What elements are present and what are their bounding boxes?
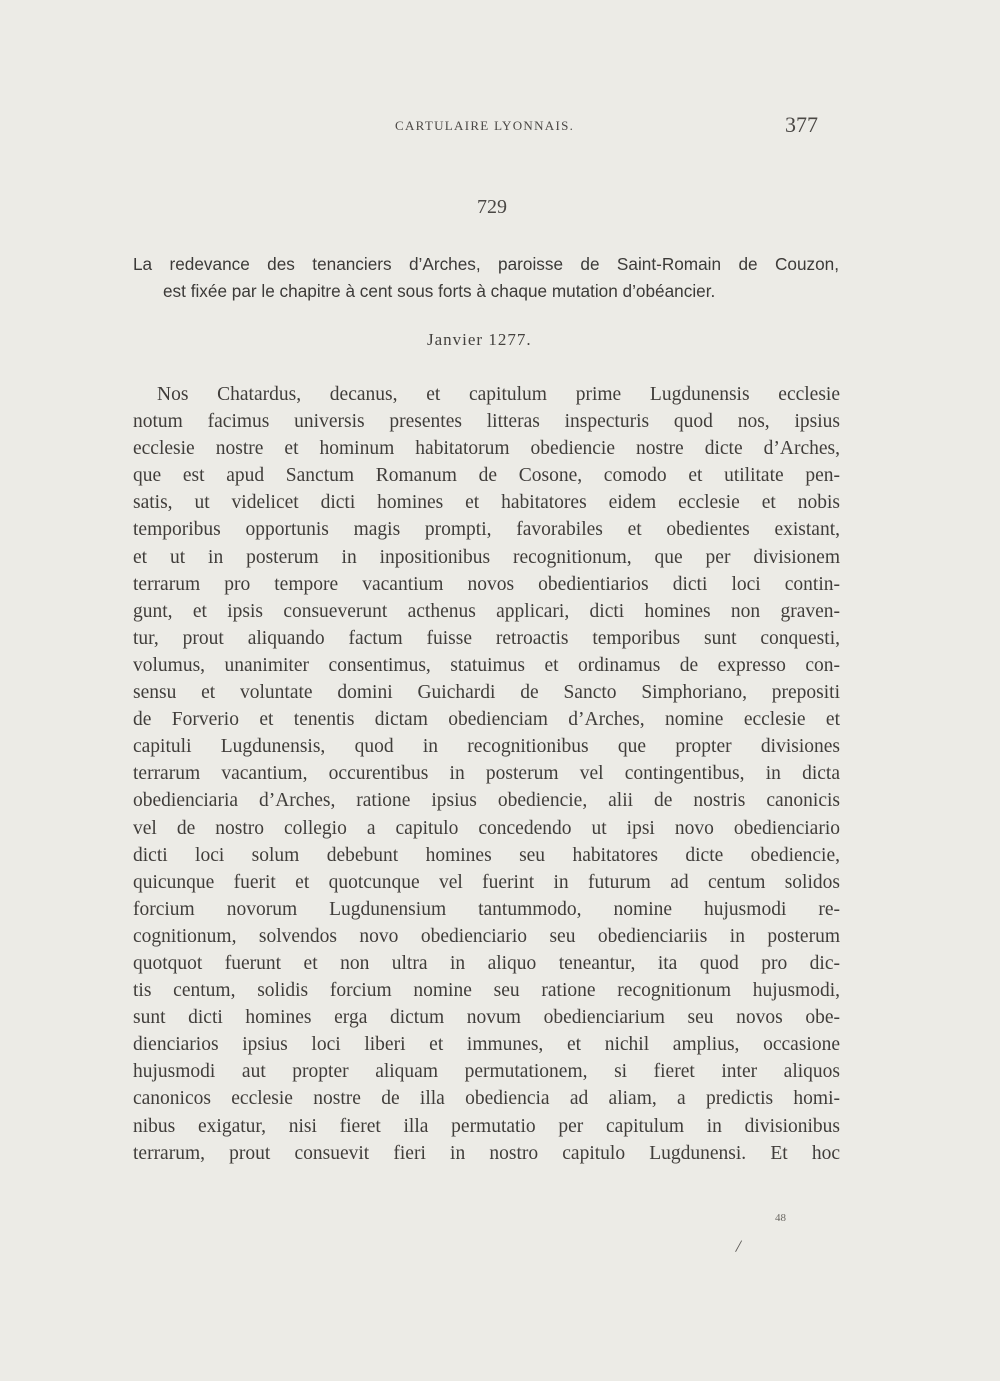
body-line: notum facimus universis presentes litteras inspecturis quod nos, ipsius <box>133 411 840 433</box>
document-date: Janvier 1277. <box>427 330 532 349</box>
body-line: terrarum vacantium, occurentibus in posterum vel contingentibus, in dicta <box>133 763 840 785</box>
body-line: satis, ut videlicet dicti homines et habitatores eidem ecclesie et nobis <box>133 492 840 514</box>
body-line: Nos Chatardus, decanus, et capitulum prime Lugdunensis ecclesie <box>157 384 840 405</box>
summary-line: est fixée par le chapitre à cent sous forts à chaque mutation d’obéancier. <box>163 281 716 301</box>
document-number: 729 <box>477 196 507 218</box>
body-line: obedienciaria d’Arches, ratione ipsius obediencie, alii de nostris canonicis <box>133 790 840 812</box>
summary-line: La redevance des tenanciers d’Arches, paroisse de Saint-Romain de Couzon, <box>133 254 839 274</box>
body-line: et ut in posterum in inpositionibus recognitionum, que per divisionem <box>133 546 840 568</box>
body-line: forcium novorum Lugdunensium tantummodo, nomine hujusmodi re- <box>133 898 840 920</box>
body-line: terrarum pro tempore vacantium novos obedientiarios dicti loci contin- <box>133 573 840 595</box>
body-line: ecclesie nostre et hominum habitatorum obediencie nostre dicte d’Arches, <box>133 438 840 460</box>
body-line: de Forverio et tenentis dictam obedienciam d’Arches, nomine ecclesie et <box>133 709 840 731</box>
body-line: gunt, et ipsis consueverunt acthenus applicari, dicti homines non graven- <box>133 600 840 622</box>
body-line: terrarum, prout consuevit fieri in nostro capitulo Lugdunensi. Et hoc <box>133 1142 840 1164</box>
body-line: dienciarios ipsius loci liberi et immunes, et nichil amplius, occasione <box>133 1034 840 1056</box>
running-head: CARTULAIRE LYONNAIS. <box>395 118 575 133</box>
body-line: temporibus opportunis magis prompti, favorabiles et obedientes existant, <box>133 519 840 541</box>
body-line: sensu et voluntate domini Guichardi de Sancto Simphoriano, prepositi <box>133 682 840 704</box>
document-summary <box>133 251 839 305</box>
body-line: cognitionum, solvendos novo obedienciario seu obedienciariis in posterum <box>133 925 840 947</box>
page-number: 377 <box>785 112 818 137</box>
body-line: nibus exigatur, nisi fieret illa permutatio per capitulum in divisionibus <box>133 1115 840 1137</box>
document-body <box>133 381 840 1167</box>
printer-signature-mark: 48 <box>775 1212 786 1224</box>
body-line: dicti loci solum debebunt homines seu habitatores dicte obediencie, <box>133 844 840 866</box>
body-line: hujusmodi aut propter aliquam permutationem, si fieret inter aliquos <box>133 1061 840 1083</box>
stray-mark: / <box>734 1235 743 1257</box>
body-line: sunt dicti homines erga dictum novum obedienciarium seu novos obe- <box>133 1007 840 1029</box>
body-line: quicunque fuerit et quotcunque vel fuerint in futurum ad centum solidos <box>133 871 840 893</box>
body-line: canonicos ecclesie nostre de illa obediencia ad aliam, a predictis homi- <box>133 1088 840 1110</box>
body-line: que est apud Sanctum Romanum de Cosone, comodo et utilitate pen- <box>133 465 840 487</box>
body-line: volumus, unanimiter consentimus, statuimus et ordinamus de expresso con- <box>133 654 840 676</box>
body-line: quotquot fuerunt et non ultra in aliquo teneantur, ita quod pro dic- <box>133 952 840 974</box>
body-line: tis centum, solidis forcium nomine seu ratione recognitionum hujusmodi, <box>133 980 840 1002</box>
body-line: vel de nostro collegio a capitulo concedendo ut ipsi novo obedienciario <box>133 817 840 839</box>
body-line: capituli Lugdunensis, quod in recognitionibus que propter divisiones <box>133 736 840 758</box>
body-line: tur, prout aliquando factum fuisse retroactis temporibus sunt conquesti, <box>133 627 840 649</box>
